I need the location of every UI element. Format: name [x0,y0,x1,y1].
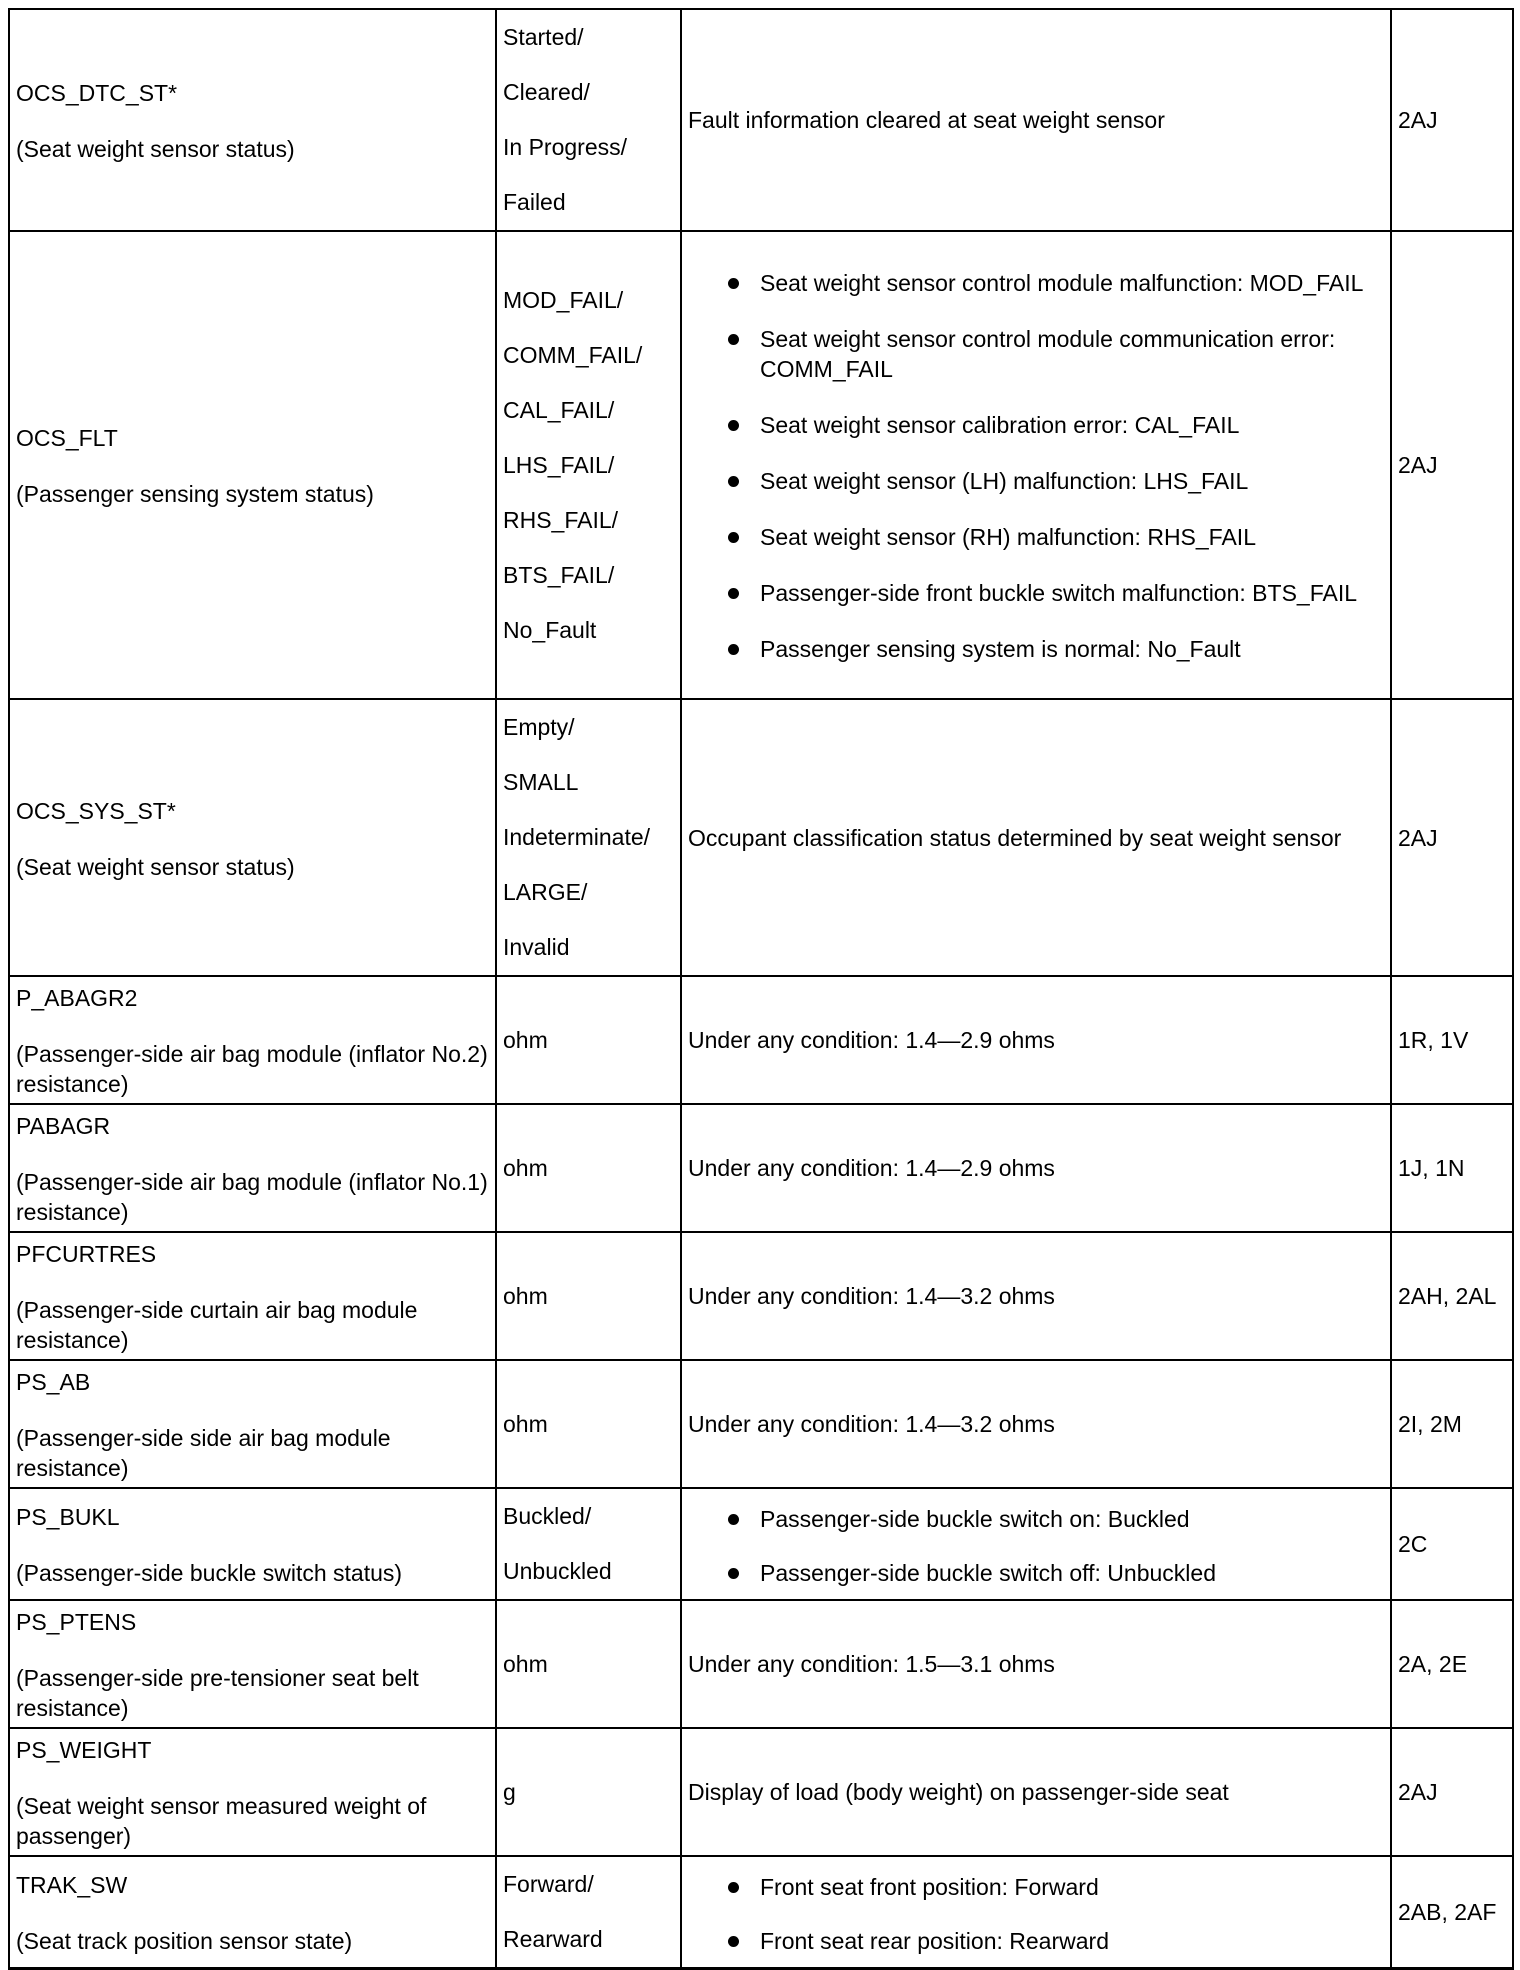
condition-list [688,268,1384,664]
unit-cell [496,1600,681,1728]
item-name: PS_AB [16,1369,91,1395]
unit-text: ohm [503,1411,548,1437]
unit-text: ohm [503,1651,548,1677]
condition-text: Under any condition: 1.4—3.2 ohms [688,1411,1055,1437]
item-name: TRAK_SW [16,1872,128,1898]
unit-text: g [503,1779,516,1805]
condition-text: Under any condition: 1.4—2.9 ohms [688,1155,1055,1181]
terminal-cell [1391,1728,1513,1856]
item-name: P_ABAGR2 [16,985,138,1011]
condition-bullet: Seat weight sensor (RH) malfunction: RHS_FAIL [728,522,1384,552]
value-option: RHS_FAIL/ [503,506,619,533]
value-option: CAL_FAIL/ [503,396,615,423]
table-row [9,976,1513,1104]
table-row [9,1360,1513,1488]
table-row [9,1856,1513,1969]
value-option: LHS_FAIL/ [503,451,615,478]
condition-cell [681,9,1391,231]
unit-text: ohm [503,1283,548,1309]
unit-text: ohm [503,1027,548,1053]
value-option: Indeterminate/ [503,824,651,850]
item-description: (Passenger-side air bag module (inflator No.2) resistance) [16,1041,488,1097]
item-cell [9,1488,496,1600]
condition-bullet: Seat weight sensor (LH) malfunction: LHS_FAIL [728,466,1384,496]
value-option: Failed [503,189,566,215]
item-description: (Passenger-side buckle switch status) [16,1560,403,1586]
condition-bullet: Seat weight sensor calibration error: CAL_FAIL [728,410,1384,440]
item-name: OCS_SYS_ST* [16,797,176,824]
terminal-text: 2AJ [1398,1779,1438,1805]
terminal-cell [1391,1232,1513,1360]
item-description: (Passenger-side curtain air bag module resistance) [16,1297,418,1353]
condition-cell [681,1856,1391,1969]
terminal-text: 2AB, 2AF [1398,1899,1497,1925]
condition-list [688,1504,1384,1588]
condition-text: Under any condition: 1.5—3.1 ohms [688,1651,1055,1677]
item-name: PABAGR [16,1113,111,1139]
condition-cell [681,1600,1391,1728]
item-description: (Seat weight sensor measured weight of passenger) [16,1793,427,1849]
terminal-text: 2I, 2M [1398,1411,1462,1437]
item-cell [9,9,496,231]
condition-bullet: Passenger-side buckle switch off: Unbuckled [728,1558,1384,1588]
value-option: No_Fault [503,616,597,643]
terminal-cell [1391,1600,1513,1728]
values-cell [496,231,681,699]
table-row [9,231,1513,699]
pid-table-page [8,8,1512,1970]
condition-list [688,1872,1384,1956]
terminal-cell [1391,231,1513,699]
item-name: PS_BUKL [16,1504,120,1530]
unit-cell [496,976,681,1104]
table-row [9,699,1513,976]
unit-cell [496,1232,681,1360]
item-cell [9,1856,496,1969]
condition-cell [681,1232,1391,1360]
item-cell [9,976,496,1104]
condition-cell [681,1360,1391,1488]
item-cell [9,1232,496,1360]
values-cell [496,1856,681,1969]
unit-cell [496,1104,681,1232]
value-option: Empty/ [503,714,575,740]
item-cell [9,1104,496,1232]
condition-text: Under any condition: 1.4—2.9 ohms [688,1027,1055,1053]
table-row [9,9,1513,231]
values-cell [496,9,681,231]
value-option: Buckled/ [503,1503,592,1529]
unit-cell [496,1728,681,1856]
item-name: PFCURTRES [16,1241,157,1267]
terminal-cell [1391,9,1513,231]
terminal-cell [1391,1856,1513,1969]
terminal-cell [1391,1488,1513,1600]
item-name: PS_PTENS [16,1609,137,1635]
terminal-cell [1391,1104,1513,1232]
unit-text: ohm [503,1155,548,1181]
value-option: Unbuckled [503,1558,612,1584]
item-cell [9,1600,496,1728]
value-option: LARGE/ [503,879,588,905]
item-name: OCS_FLT [16,425,118,451]
values-cell [496,1488,681,1600]
item-cell [9,1728,496,1856]
condition-cell [681,1104,1391,1232]
item-cell [9,231,496,699]
condition-cell [681,699,1391,976]
condition-cell [681,1488,1391,1600]
terminal-cell [1391,1360,1513,1488]
item-description: (Passenger-side air bag module (inflator No.1) resistance) [16,1169,488,1225]
value-option: COMM_FAIL/ [503,341,643,368]
condition-bullet: Front seat rear position: Rearward [728,1926,1384,1956]
item-description: (Seat track position sensor state) [16,1928,353,1954]
condition-cell [681,976,1391,1104]
table-row [9,1232,1513,1360]
condition-bullet: Passenger-side front buckle switch malfunction: BTS_FAIL [728,578,1384,608]
table-row [9,1104,1513,1232]
value-option: SMALL [503,769,579,795]
item-description: (Seat weight sensor status) [16,853,295,880]
value-option: Cleared/ [503,79,590,105]
table-row [9,1728,1513,1856]
item-description: (Passenger-side side air bag module resistance) [16,1425,391,1481]
condition-bullet: Front seat front position: Forward [728,1872,1384,1902]
condition-bullet: Passenger-side buckle switch on: Buckled [728,1504,1384,1534]
pid-table [8,8,1514,1970]
item-name: PS_WEIGHT [16,1737,152,1763]
value-option: Started/ [503,24,584,50]
condition-bullet: Seat weight sensor control module communication error: COMM_FAIL [728,324,1384,384]
item-description: (Passenger sensing system status) [16,481,374,507]
terminal-text: 1J, 1N [1398,1155,1465,1181]
table-row [9,1600,1513,1728]
item-description: (Seat weight sensor status) [16,136,295,162]
item-description: (Passenger-side pre-tensioner seat belt resistance) [16,1665,419,1721]
value-option: Rearward [503,1926,603,1952]
terminal-text: 2AH, 2AL [1398,1283,1497,1309]
terminal-text: 2C [1398,1531,1428,1557]
terminal-text: 2AJ [1398,824,1438,851]
terminal-cell [1391,699,1513,976]
item-name: OCS_DTC_ST* [16,80,178,106]
table-row [9,1488,1513,1600]
condition-cell [681,1728,1391,1856]
terminal-cell [1391,976,1513,1104]
terminal-text: 2A, 2E [1398,1651,1468,1677]
value-option: In Progress/ [503,134,627,160]
value-option: Invalid [503,934,570,960]
item-cell [9,699,496,976]
values-cell [496,699,681,976]
terminal-text: 2AJ [1398,107,1438,133]
condition-bullet: Passenger sensing system is normal: No_Fault [728,634,1384,664]
item-cell [9,1360,496,1488]
value-option: MOD_FAIL/ [503,286,624,313]
terminal-text: 2AJ [1398,452,1438,478]
condition-text: Occupant classification status determined by seat weight sensor [688,824,1342,851]
condition-text: Display of load (body weight) on passenger-side seat [688,1779,1229,1805]
condition-text: Under any condition: 1.4—3.2 ohms [688,1283,1055,1309]
condition-bullet: Seat weight sensor control module malfunction: MOD_FAIL [728,268,1384,298]
condition-cell [681,231,1391,699]
value-option: BTS_FAIL/ [503,561,615,588]
unit-cell [496,1360,681,1488]
terminal-text: 1R, 1V [1398,1027,1469,1053]
value-option: Forward/ [503,1871,594,1897]
condition-text: Fault information cleared at seat weight sensor [688,107,1165,133]
